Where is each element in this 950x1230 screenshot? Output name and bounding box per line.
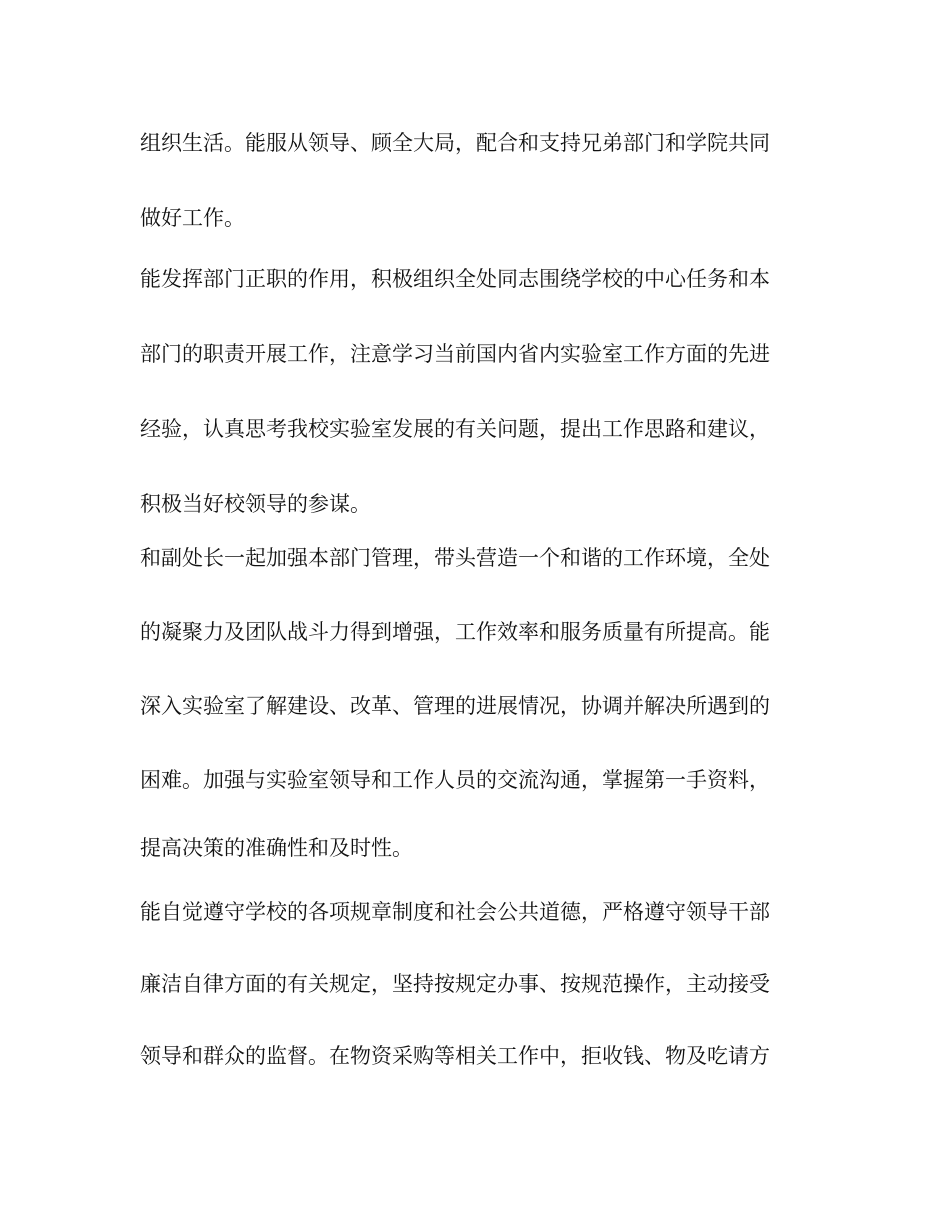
paragraph-1-line-2: 做好工作。 — [140, 206, 245, 230]
paragraph-2-line-3: 经验，认真思考我校实验室发展的有关问题，提出工作思路和建议， — [140, 417, 770, 441]
paragraph-4-line-3: 领导和群众的监督。在物资采购等相关工作中，拒收钱、物及吃请方 — [140, 1044, 770, 1068]
paragraph-3-line-4: 困难。加强与实验室领导和工作人员的交流沟通，掌握第一手资料， — [140, 768, 770, 792]
paragraph-3-line-2: 的凝聚力及团队战斗力得到增强，工作效率和服务质量有所提高。能 — [140, 620, 770, 644]
paragraph-2-line-2: 部门的职责开展工作，注意学习当前国内省内实验室工作方面的先进 — [140, 342, 770, 366]
paragraph-3-line-5: 提高决策的准确性和及时性。 — [140, 836, 413, 860]
paragraph-3-line-3: 深入实验室了解建设、改革、管理的进展情况，协调并解决所遇到的 — [140, 694, 770, 718]
paragraph-4-line-1: 能自觉遵守学校的各项规章制度和社会公共道德，严格遵守领导干部 — [140, 900, 770, 924]
paragraph-2-line-1: 能发挥部门正职的作用，积极组织全处同志围绕学校的中心任务和本 — [140, 267, 770, 291]
paragraph-4-line-2: 廉洁自律方面的有关规定，坚持按规定办事、按规范操作，主动接受 — [140, 972, 770, 996]
paragraph-3-line-1: 和副处长一起加强本部门管理，带头营造一个和谐的工作环境，全处 — [140, 546, 770, 570]
paragraph-1-line-1: 组织生活。能服从领导、顾全大局，配合和支持兄弟部门和学院共同 — [140, 131, 770, 155]
paragraph-2-line-4: 积极当好校领导的参谋。 — [140, 492, 371, 516]
